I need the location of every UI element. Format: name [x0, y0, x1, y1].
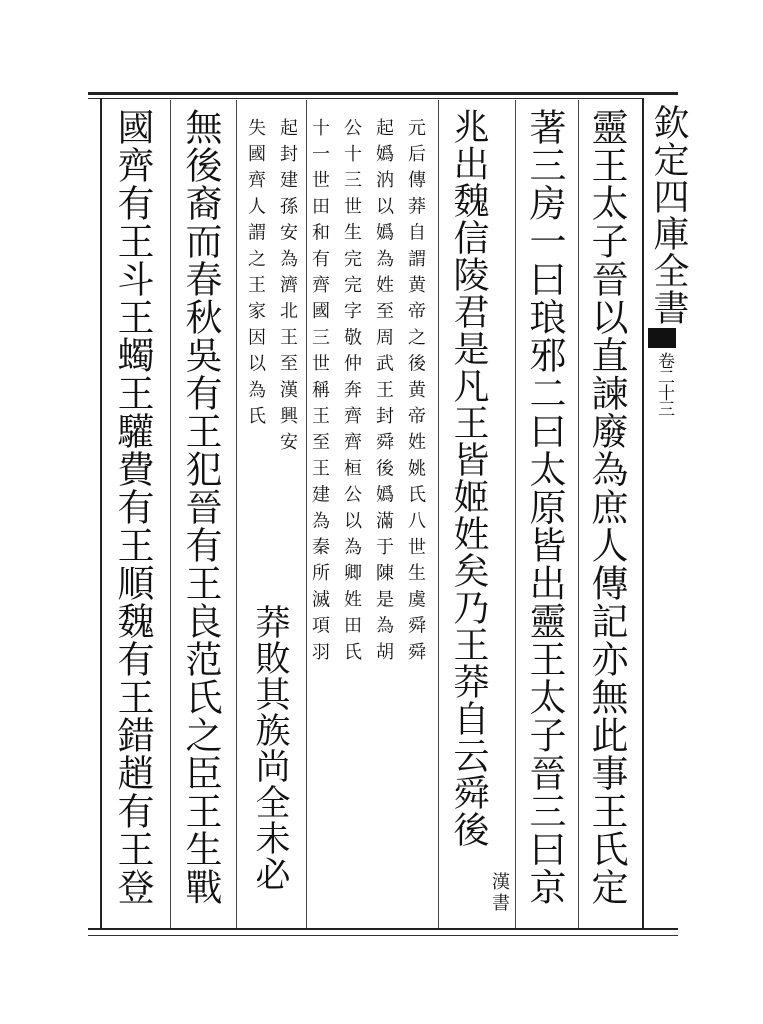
bottom-border-rule: [88, 928, 678, 930]
text-column-6: 國齊有王斗王蠋王驩費有王順魏有王錯趙有王登: [111, 108, 154, 906]
text-column-5: 無後裔而春秋吳有王犯晉有王良范氏之臣王生戰: [179, 108, 222, 906]
column-divider: [515, 100, 516, 928]
annotation-column-5: 起封建孫安為濟北王至漢興安: [277, 118, 298, 459]
annotation-column-3: 漢書: [489, 872, 510, 914]
left-border-rule: [100, 98, 102, 930]
annotation-column-1: 元后傳莽自謂黄帝之後黄帝姓姚氏八世生虞舜舜: [405, 118, 426, 669]
column-divider: [170, 100, 171, 928]
margin-book-title: 欽定四庫全書: [648, 104, 689, 326]
top-inner-rule: [88, 98, 643, 99]
column-divider: [236, 100, 237, 928]
annotation-column-2: 起嬀汭以嬀為姓至周武王封舜後嬀滿于陳是為胡: [373, 118, 394, 669]
text-column-3: 兆出魏信陵君是凡王皆姬姓矣乃王莽自云舜後: [448, 108, 489, 848]
annotation-column-6: 失國齊人謂之王家因以為氏: [245, 118, 266, 433]
annotation-column-4: 十一世田和有齊國三世稱王至王建為秦所滅項羽: [309, 118, 330, 669]
text-column-1: 靈王太子晉以直諫廢為庶人傳記亦無此事王氏定: [585, 108, 628, 906]
column-divider: [438, 100, 439, 928]
annotation-column-3b: 公十三世生完完字敬仲奔齊齊桓公以為卿姓田氏: [341, 118, 362, 669]
text-column-2: 著三房一曰琅邪二曰太原皆出靈王太子晉三曰京: [523, 108, 566, 906]
fishtail-mark: [648, 328, 676, 348]
top-border-rule: [88, 92, 678, 95]
column-divider: [306, 100, 307, 928]
column-divider: [578, 100, 579, 928]
bottom-inner-rule: [88, 935, 678, 936]
text-column-4-continued: 莽敗其族尚全未必: [250, 604, 290, 892]
margin-juan-number: 卷二十三: [654, 352, 674, 416]
